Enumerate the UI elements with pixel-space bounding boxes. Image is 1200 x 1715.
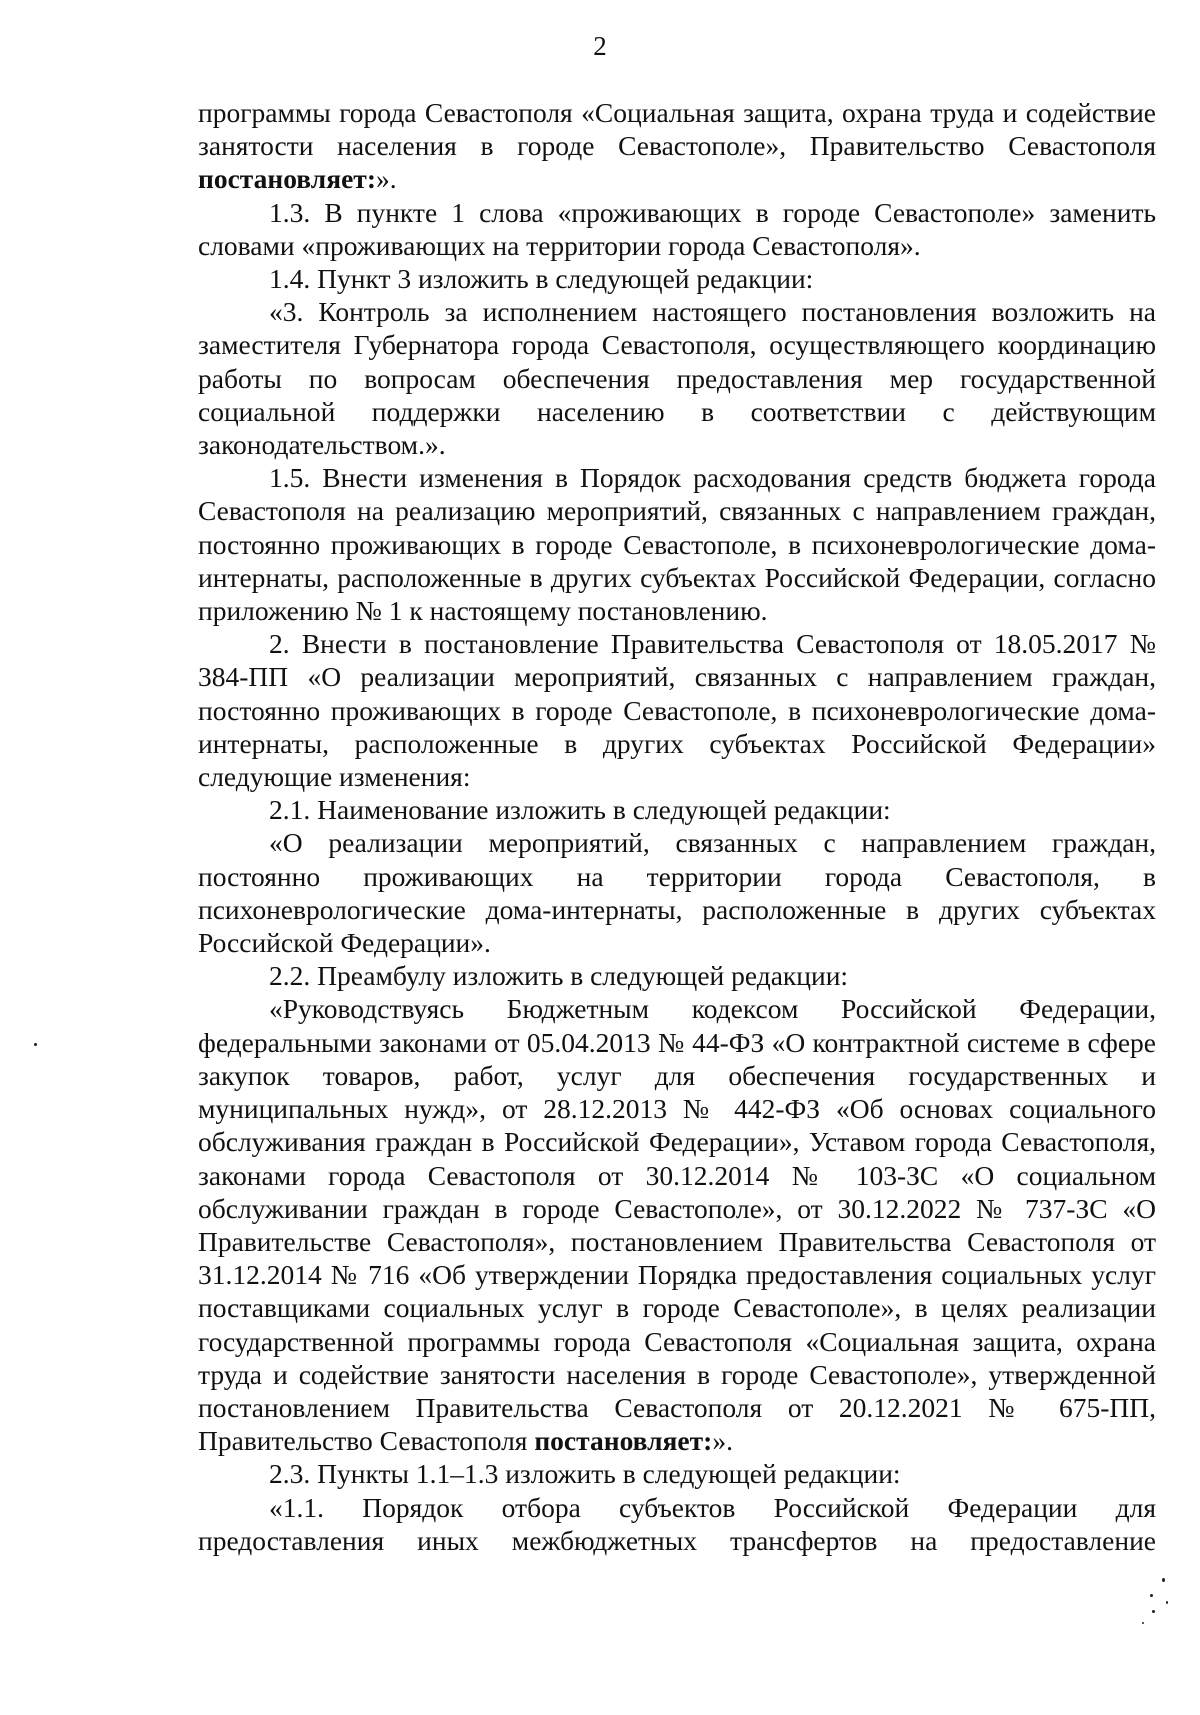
scan-speck (1150, 1594, 1153, 1597)
paragraph-text: программы города Севастополя «Социальная защита, охрана труда и содействие занятости населения в городе Севастополе», Правительство Севастополя (198, 97, 1156, 162)
scan-speck (1142, 1622, 1144, 1624)
bold-keyword: постановляет: (534, 1425, 713, 1457)
scan-speck (34, 1043, 37, 1046)
scan-speck (1166, 1601, 1168, 1604)
paragraph-tail: ». (712, 1425, 733, 1457)
paragraph-2-2: 2.2. Преамбулу изложить в следующей редакции: (269, 960, 849, 992)
paragraph-preamble-end (198, 96, 1156, 196)
paragraph-2: 2. Внести в постановление Правительства Севастополя от 18.05.2017 № 384-ПП «О реализации мероприятий, связанных с направлением граждан, постоянно проживающих в городе Севастополе, в психоневрологические дома-интернаты, расположенные в других субъектах Российской Федерации» следующие изменения: (198, 628, 1156, 793)
paragraph-2-1: 2.1. Наименование изложить в следующей редакции: (269, 794, 891, 826)
paragraph-2-3: 2.3. Пункты 1.1–1.3 изложить в следующей редакции: (269, 1458, 901, 1490)
paragraph-1-3: 1.3. В пункте 1 слова «проживающих в городе Севастополе» заменить словами «проживающих на территории города Севастополя». (198, 196, 1156, 261)
page-number: 2 (593, 31, 607, 61)
paragraph-item-3-quote: «3. Контроль за исполнением настоящего постановления возложить на заместителя Губернатора города Севастополя, осуществляющего координацию работы по вопросам обеспечения предоставления мер государственной социальной поддержки населению в соответствии с действующим законодательством.». (198, 296, 1156, 461)
paragraph-tail: ». (375, 163, 397, 195)
paragraph-1-5: 1.5. Внести изменения в Порядок расходования средств бюджета города Севастополя на реализацию мероприятий, связанных с направлением граждан, постоянно проживающих в городе Севастополе, в психоневрологические дома-интернаты, расположенные в других субъектах Российской Федерации, согласно приложению № 1 к настоящему постановлению. (198, 462, 1156, 627)
paragraph-text: «Руководствуясь Бюджетным кодексом Российской Федерации, федеральными законами от 05.04.2013 № 44-ФЗ «О контрактной системе в сфере закупок товаров, работ, услуг для обеспечения государственных и муниципальных нужд», от 28.12.2013 № 442-ФЗ «Об основах социального обслуживания граждан в Российской Федерации», Уставом города Севастополя, законами города Севастополя от 30.12.2014 № 103-ЗС «О социальном обслуживании граждан в городе Севастополе», от 30.12.2022 № 737-ЗС «О Правительстве Севастополя», постановлением Правительства Севастополя от 31.12.2014 № 716 «Об утверждении Порядка предоставления социальных услуг поставщиками социальных услуг в городе Севастополе», в целях реализации государственной программы города Севастополя «Социальная защита, охрана труда и содействие занятости населения в городе Севастополе», утвержденной постановлением Правительства Севастополя от 20.12.2021 № 675-ПП, Правительство Севастополя (198, 993, 1156, 1457)
paragraph-1-1-quote: «1.1. Порядок отбора субъектов Российской Федерации для предоставления иных межбюджетных трансфертов на предоставление (198, 1491, 1156, 1556)
scan-speck (1162, 1578, 1165, 1582)
bold-keyword: постановляет: (198, 163, 376, 195)
paragraph-preamble-quote (198, 992, 1156, 1457)
paragraph-1-4: 1.4. Пункт 3 изложить в следующей редакции: (269, 263, 814, 295)
scan-speck (1152, 1610, 1155, 1613)
paragraph-title-quote: «О реализации мероприятий, связанных с направлением граждан, постоянно проживающих на территории города Севастополя, в психоневрологические дома-интернаты, расположенные в других субъектах Российской Федерации». (198, 827, 1156, 959)
document-body (198, 96, 1156, 1557)
